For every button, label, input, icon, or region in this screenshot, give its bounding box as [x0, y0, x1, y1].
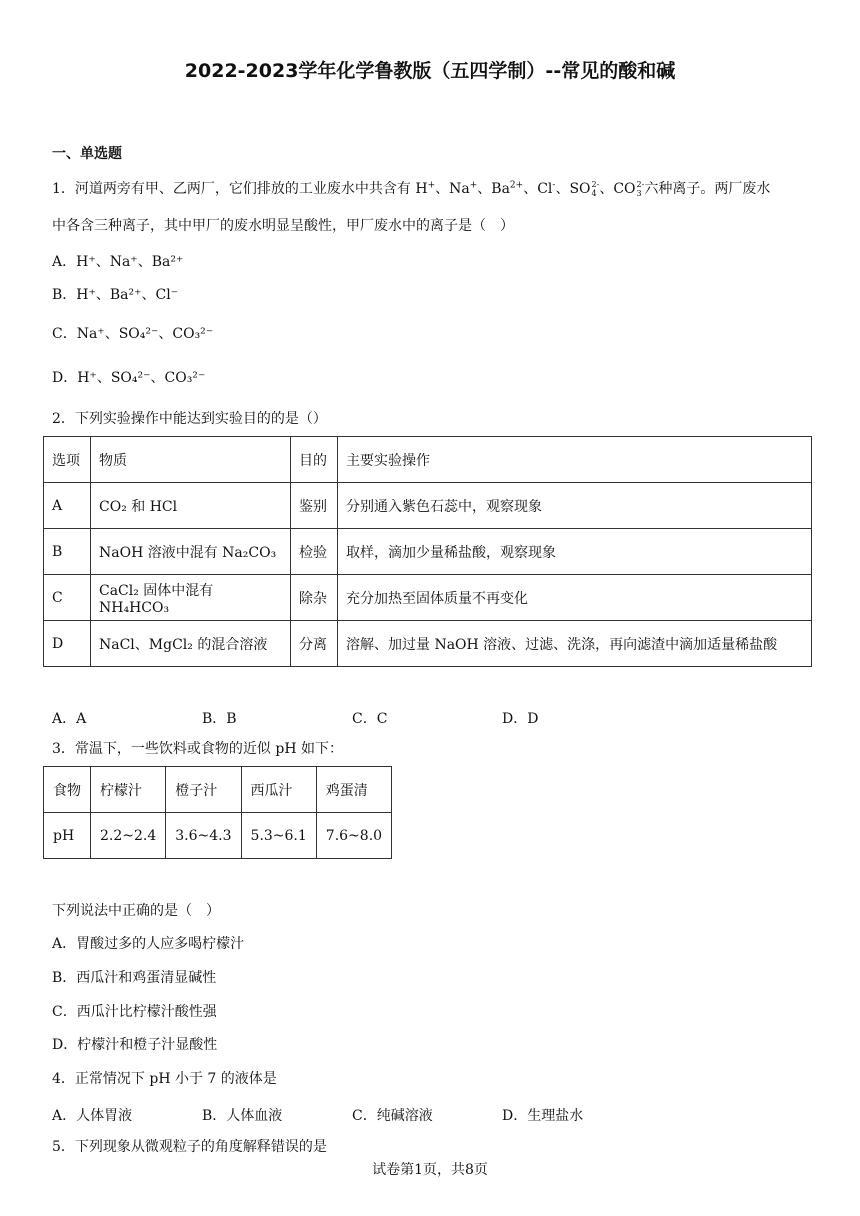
- q4-option-a[interactable]: A．人体胃液: [52, 1108, 133, 1124]
- table-cell: 3.6~4.3: [166, 813, 241, 859]
- q2-choice-c[interactable]: C．C: [352, 711, 388, 727]
- q1-option-a[interactable]: A．H⁺、Na⁺、Ba²⁺: [52, 254, 184, 270]
- q3-option-b[interactable]: B．西瓜汁和鸡蛋清显碱性: [52, 970, 217, 986]
- section-heading: 一、单选题: [52, 146, 122, 162]
- table-row: [44, 575, 812, 621]
- q1-line1-prefix: 1．河道两旁有甲、乙两厂，它们排放的工业废水中共含有 H: [52, 181, 428, 197]
- q1-option-d[interactable]: D．H⁺、SO₄²⁻、CO₃²⁻: [52, 370, 206, 386]
- table-row: [44, 813, 392, 859]
- q1-line1-suffix: 六种离子。两厂废水: [644, 181, 771, 197]
- q3-question: 下列说法中正确的是（ ）: [52, 903, 220, 919]
- table-cell: 2.2~2.4: [91, 813, 166, 859]
- q5-stem: 5．下列现象从微观粒子的角度解释错误的是: [52, 1139, 327, 1155]
- table-header-cell: 物质: [91, 437, 291, 483]
- table-cell: 7.6~8.0: [316, 813, 391, 859]
- q4-option-b[interactable]: B．人体血液: [202, 1108, 283, 1124]
- table-header-cell: 橙子汁: [166, 767, 241, 813]
- table-cell: NaOH 溶液中混有 Na₂CO₃: [91, 529, 291, 575]
- table-row: [44, 621, 812, 667]
- table-cell: CaCl₂ 固体中混有 NH₄HCO₃: [91, 575, 291, 621]
- q2-choice-b[interactable]: B．B: [202, 711, 237, 727]
- table-cell: 检验: [291, 529, 338, 575]
- q4-option-c[interactable]: C．纯碱溶液: [352, 1108, 433, 1124]
- table-cell: 充分加热至固体质量不再变化: [338, 575, 812, 621]
- table-cell: 鉴别: [291, 483, 338, 529]
- table-cell: 分别通入紫色石蕊中，观察现象: [338, 483, 812, 529]
- table-cell: NaCl、MgCl₂ 的混合溶液: [91, 621, 291, 667]
- table-header-cell: 选项: [44, 437, 91, 483]
- table-cell: 溶解、加过量 NaOH 溶液、过滤、洗涤，再向滤渣中滴加适量稀盐酸: [338, 621, 812, 667]
- q3-ph-table: [43, 766, 392, 859]
- q1-line2: 中各含三种离子，其中甲厂的废水明显呈酸性，甲厂废水中的离子是（ ）: [52, 218, 514, 234]
- table-cell: B: [44, 529, 91, 575]
- q4-stem: 4．正常情况下 pH 小于 7 的液体是: [52, 1071, 277, 1087]
- table-header-cell: 主要实验操作: [338, 437, 812, 483]
- q1-option-c[interactable]: C．Na⁺、SO₄²⁻、CO₃²⁻: [52, 326, 214, 342]
- q3-stem: 3．常温下，一些饮料或食物的近似 pH 如下：: [52, 741, 343, 757]
- table-header-row: [44, 767, 392, 813]
- table-header-row: [44, 437, 812, 483]
- table-header-cell: 目的: [291, 437, 338, 483]
- table-header-cell: 西瓜汁: [241, 767, 316, 813]
- q3-option-a[interactable]: A．胃酸过多的人应多喝柠檬汁: [52, 936, 245, 952]
- q4-option-d[interactable]: D．生理盐水: [502, 1108, 584, 1124]
- table-header-cell: 柠檬汁: [91, 767, 166, 813]
- table-cell: C: [44, 575, 91, 621]
- table-row: [44, 529, 812, 575]
- q2-choice-a[interactable]: A．A: [52, 711, 87, 727]
- page-footer: 试卷第1页，共8页: [372, 1162, 488, 1178]
- table-cell: 除杂: [291, 575, 338, 621]
- q3-option-d[interactable]: D．柠檬汁和橙子汁显酸性: [52, 1037, 218, 1053]
- table-cell: CO₂ 和 HCl: [91, 483, 291, 529]
- q1-line1: 1．河道两旁有甲、乙两厂，它们排放的工业废水中共含有 H+、Na+、$Ba^{2+}$、Cl-、SO 2- 4 、CO 2- 3 六种离子。两厂废水: [52, 180, 771, 198]
- table-row: [44, 483, 812, 529]
- table-cell: 分离: [291, 621, 338, 667]
- q2-stem: 2．下列实验操作中能达到实验目的的是（）: [52, 411, 327, 427]
- table-cell: D: [44, 621, 91, 667]
- page-title: 2022-2023学年化学鲁教版（五四学制）--常见的酸和碱: [184, 60, 676, 82]
- q3-option-c[interactable]: C．西瓜汁比柠檬汁酸性强: [52, 1004, 217, 1020]
- table-header-cell: 鸡蛋清: [316, 767, 391, 813]
- q1-option-b[interactable]: B．H⁺、Ba²⁺、Cl⁻: [52, 287, 179, 303]
- table-cell: A: [44, 483, 91, 529]
- q2-table: [43, 436, 812, 667]
- table-header-cell: 食物: [44, 767, 91, 813]
- q2-choice-d[interactable]: D．D: [502, 711, 539, 727]
- table-cell: 5.3~6.1: [241, 813, 316, 859]
- table-cell: 取样，滴加少量稀盐酸，观察现象: [338, 529, 812, 575]
- table-cell: pH: [44, 813, 91, 859]
